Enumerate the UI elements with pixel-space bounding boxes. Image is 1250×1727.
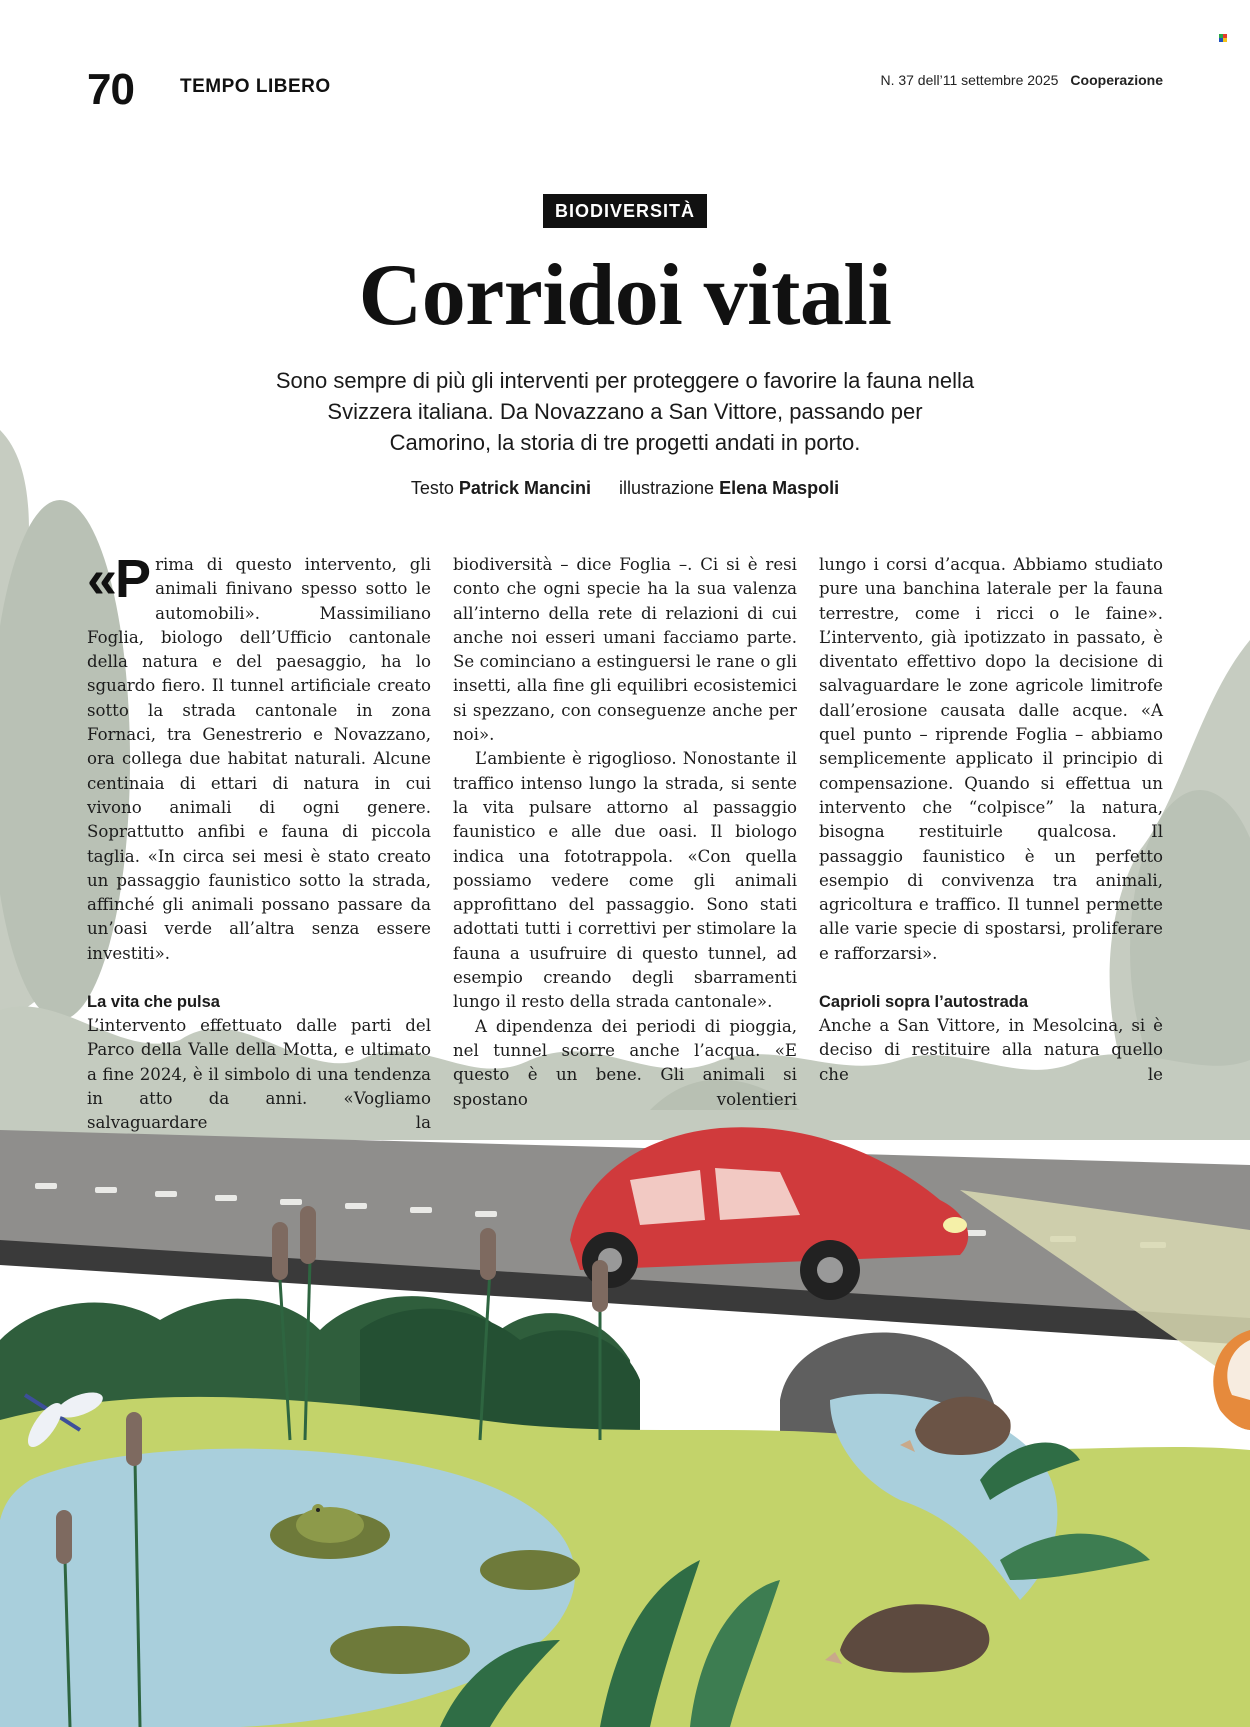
paragraph: A dipendenza dei periodi di pioggia, nel tunnel scorre anche l’acqua. «E questo è un bene. Gli animali si spostano volentieri	[453, 1016, 797, 1109]
column-3	[819, 553, 1163, 1087]
article-body	[87, 549, 1163, 1133]
column-2	[453, 553, 797, 1112]
issue-info	[880, 72, 1163, 88]
subheading-la-vita-che-pulsa: La vita che pulsa	[87, 993, 220, 1012]
kicker-container	[0, 194, 1250, 228]
section-title: TEMPO LIBERO	[180, 76, 331, 97]
page-header	[87, 66, 1163, 116]
publication-name: Cooperazione	[1070, 72, 1163, 88]
issue-date: N. 37 dell’11 settembre 2025	[880, 72, 1059, 88]
byline-illustration-label: illustrazione	[619, 478, 715, 498]
drop-cap: «P	[87, 549, 150, 609]
author-name: Patrick Mancini	[458, 478, 591, 498]
page-number: 70	[87, 65, 134, 114]
paragraph: L’ambiente è rigoglioso. Nonostante il traffico intenso lungo la strada, si sente la vita pulsare attorno al passaggio faunistico e alle due oasi. Il biologo indica una fototrappola. «Con quella possiamo vedere come gli animali approfittano del passaggio. Sono stati adottati tutti i correttivi per stimolare la fauna a usufruire di questo tunnel, ad esempio creando degli sbarramenti lungo il resto della strada cantonale».	[453, 749, 797, 1012]
topic-kicker: BIODIVERSITÀ	[543, 194, 707, 228]
subheading-caprioli: Caprioli sopra l’autostrada	[819, 993, 1029, 1012]
byline-text-label: Testo	[410, 478, 454, 498]
column-1	[87, 549, 431, 1136]
illustrator-name: Elena Maspoli	[719, 478, 840, 498]
paragraph: biodiversità – dice Foglia –. Ci si è resi conto che ogni specie ha la sua valenza all’interno della rete di relazioni di cui anche noi esseri umani facciamo parte. Se cominciano a estinguersi le rane o gli insetti, alla fine gli equilibri ecosistemici si spezzano, con conseguenze anche per noi».	[453, 555, 797, 745]
paragraph: «Prima di questo intervento, gli animali finivano spesso sotto le automobili». Massimiliano Foglia, biologo dell’Ufficio cantonale della natura e del paesaggio, ha lo sguardo fiero. Il tunnel artificiale creato sotto la strada cantonale in zona Fornaci, tra Genestrerio e Novazzano, ora collega due habitat naturali. Alcune centinaia di ettari di natura in cui vivono animali di ogni genere. Soprattutto anfibi e fauna di piccola taglia. «In circa sei mesi è stato creato un passaggio faunistico sotto la strada, affinché gli animali possano passare da un’oasi verde all’altra senza essere investiti».	[87, 549, 431, 963]
byline	[0, 478, 1250, 499]
article-title: Corridoi vitali	[358, 247, 892, 344]
color-registration-mark	[1219, 34, 1228, 43]
article-lead: Sono sempre di più gli interventi per proteggere o favorire la fauna nella Svizzera italiana. Da Novazzano a San Vittore, passando per Camorino, la storia di tre progetti andati in porto.	[275, 368, 975, 455]
paragraph: Anche a San Vittore, in Mesolcina, si è deciso di restituire alla natura quello che le	[819, 1016, 1163, 1084]
paragraph: lungo i corsi d’acqua. Abbiamo studiato pure una banchina laterale per la fauna terrestre, come i ricci o le faine». L’intervento, già ipotizzato in passato, è diventato effettivo dopo la decisione di salvaguardare le zone agricole limitrofe dall’erosione causata dalle acque. «A quel punto – riprende Foglia – abbiamo semplicemente applicato il principio di compensazione. Quando si effettua un intervento che “colpisce” la natura, bisogna restituirle qualcosa. Il passaggio faunistico è un perfetto esempio di convivenza tra animali, agricoltura e traffico. Il tunnel permette alle varie specie di spostarsi, proliferare e rafforzarsi».	[819, 555, 1163, 963]
paragraph: L’intervento effettuato dalle parti del Parco della Valle della Motta, e ultimato a fine 2024, è il simbolo di una tendenza in atto da anni. «Vogliamo salvaguardare la	[87, 1016, 431, 1133]
